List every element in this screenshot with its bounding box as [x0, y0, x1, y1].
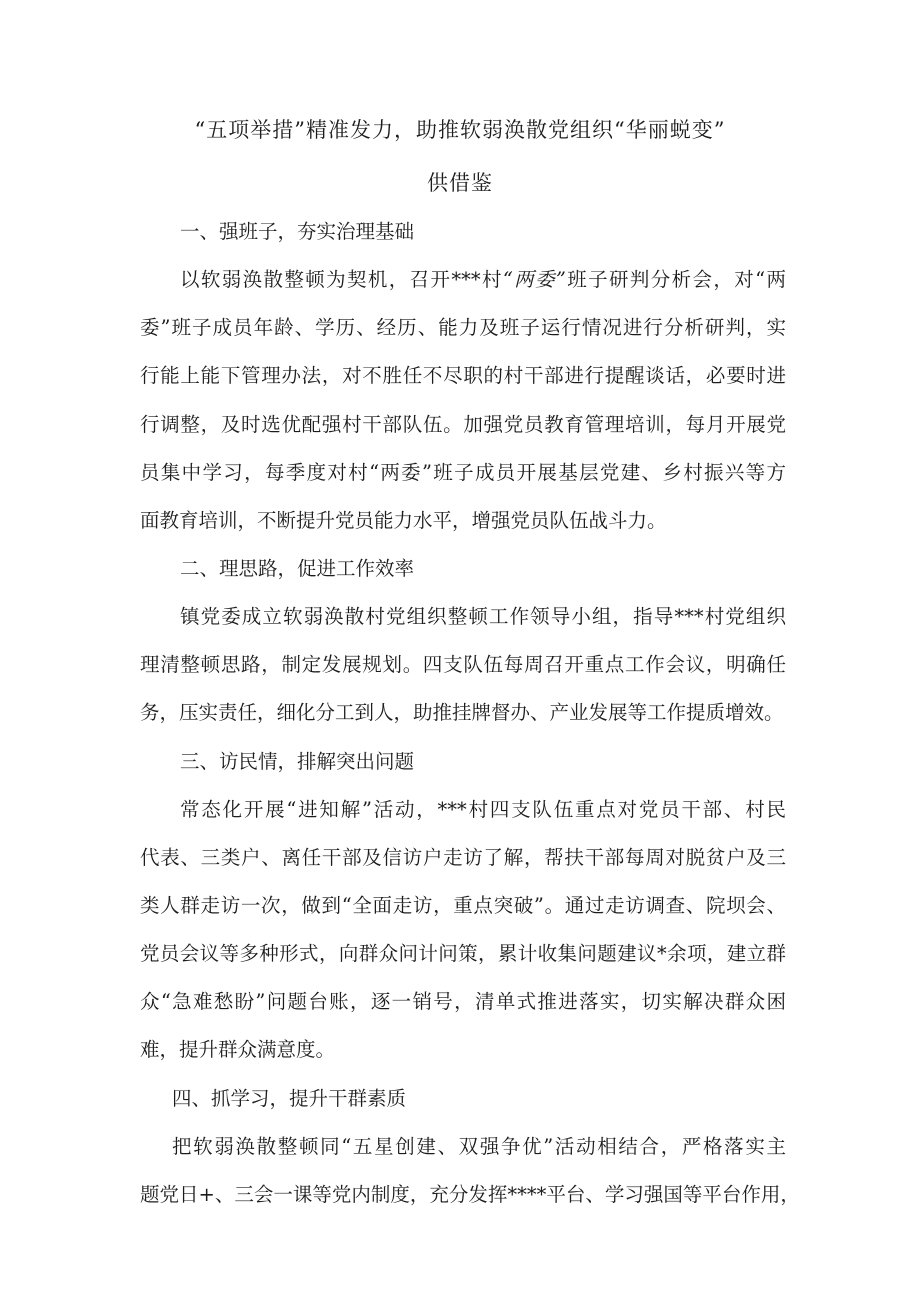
section-heading: 一、强班子，夯实治理基础	[180, 220, 415, 243]
paragraph-line	[140, 256, 786, 304]
paragraph-line: 行能上能下管理办法，对不胜任不尽职的村干部进行提醒谈话，必要时进	[140, 364, 786, 388]
paragraph-line: 务，压实责任，细化分工到人，助推挂牌督办、产业发展等工作提质增效。	[140, 701, 784, 725]
paragraph-line: 委”班子成员年龄、学历、经历、能力及班子运行情况进行分析研判，实	[140, 316, 786, 340]
paragraph-line: 员集中学习，每季度对村“两委”班子成员开展基层党建、乡村振兴等方	[140, 460, 786, 484]
document-title: “五项举措”精准发力，助推软弱涣散党组织“华丽蜕变”	[194, 118, 726, 142]
document-subtitle: 供借鉴	[427, 171, 493, 195]
text-segment: 以软弱涣散整顿为契机，召开***村	[180, 268, 503, 292]
document-body	[140, 208, 800, 1219]
text-segment: 班子研判分析会，对“两	[565, 268, 786, 292]
paragraph-line: 代表、三类户、离任干部及信访户走访了解，帮扶干部每周对脱贫户及三	[140, 845, 786, 869]
italic-text-segment: “两委”	[502, 268, 566, 292]
paragraph-line: 面教育培训，不断提升党员能力水平，增强党员队伍战斗力。	[140, 508, 667, 532]
paragraph-line: 类人群走访一次，做到“全面走访，重点突破”。通过走访调查、院坝会、	[140, 893, 786, 917]
paragraph-line: 行调整，及时选优配强村干部队伍。加强党员教育管理培训，每月开展党	[140, 412, 786, 436]
section-heading: 四、抓学习，提升干群素质	[172, 1086, 407, 1110]
paragraph-line: 党员会议等多种形式，向群众问计问策，累计收集问题建议*余项，建立群	[140, 942, 786, 966]
paragraph-line: 难，提升群众满意度。	[140, 1038, 336, 1062]
paragraph-line: 众“急难愁盼”问题台账，逐一销号，清单式推进落实，切实解决群众困	[140, 990, 786, 1014]
section-heading: 二、理思路，促进工作效率	[180, 556, 415, 580]
paragraph-line: 题党日+、三会一课等党内制度，充分发挥****平台、学习强国等平台作用，	[140, 1182, 800, 1206]
paragraph-line: 理清整顿思路，制定发展规划。四支队伍每周召开重点工作会议，明确任	[140, 653, 786, 677]
paragraph-line: 镇党委成立软弱涣散村党组织整顿工作领导小组，指导***村党组织	[180, 605, 786, 629]
paragraph-line: 把软弱涣散整顿同“五星创建、双强争优”活动相结合，严格落实主	[172, 1134, 786, 1158]
section-heading: 三、访民情，排解突出问题	[180, 749, 415, 773]
paragraph-line: 常态化开展“进知解”活动，***村四支队伍重点对党员干部、村民	[180, 797, 786, 821]
